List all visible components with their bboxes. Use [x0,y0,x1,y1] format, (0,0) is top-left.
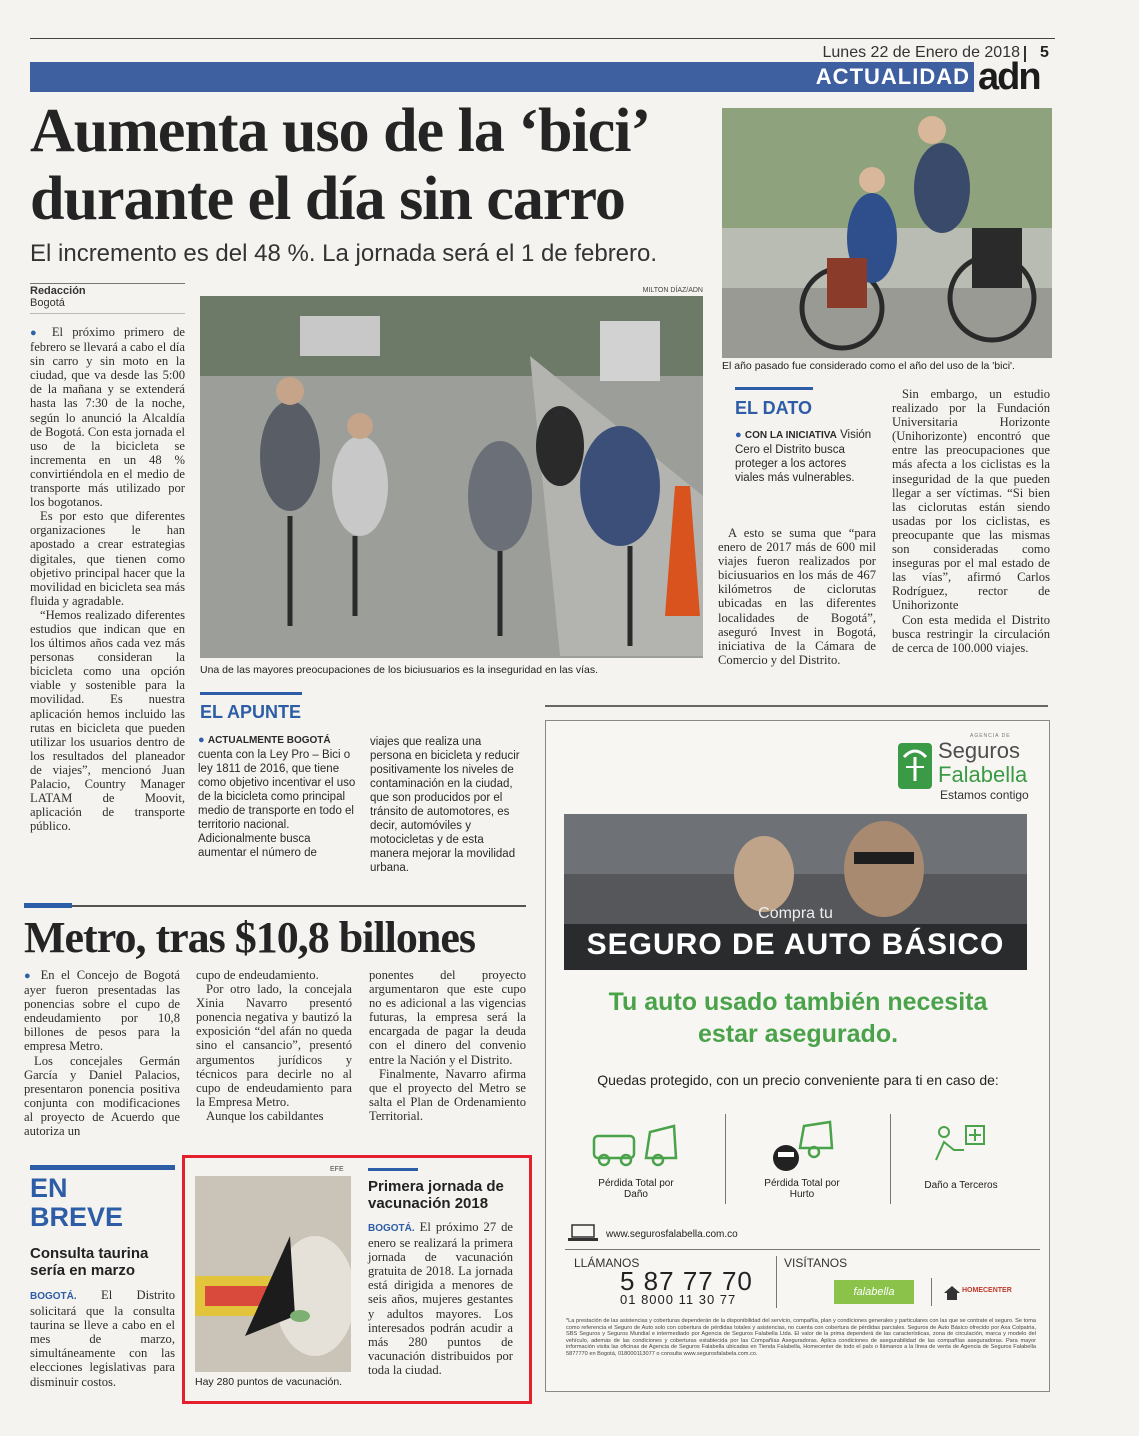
ad-banner-small: Compra tu [758,905,833,922]
byline-place: Bogotá [30,297,65,309]
bullet-icon: ● [30,327,43,339]
vaccine-rule [368,1168,418,1171]
apunte-rule [200,692,302,695]
homecenter-store-logo: HOMECENTER [962,1287,1012,1294]
cyclists-side-photo-art [722,108,1052,358]
breve-label-2: BREVE [30,1202,124,1232]
breve-kicker: BOGOTÁ. [30,1291,77,1302]
ad-banner-big: SEGURO DE AUTO BÁSICO [586,928,1005,961]
header-date: Lunes 22 de Enero de 2018 [822,44,1020,61]
ad-headline-1: Tu auto usado también necesita [608,988,988,1016]
byline-rule [30,283,185,284]
ad-top-rule [545,705,1048,707]
falabella-logo-icon [898,743,932,789]
ad-phone[interactable]: 5 87 77 70 [620,1266,753,1296]
feature-third-party-icon [930,1120,990,1174]
metro-column-2: cupo de endeudamiento. Por otro lado, la concejala Xinia Navarro presentó ponencia negativa y bautizó la exposición “del afán no queda sino el cansancio”, presentó argumentos jurídicos y técnicos para decirle no al cupo de endeudamiento para la Empresa Metro. Aunque los cabildantes [196,968,352,1123]
feature-label-3: Daño a Terceros [924,1180,998,1191]
cyclists-side-photo [722,108,1052,358]
metro-bullet-icon: ● [24,970,35,982]
breve-rule [30,1165,175,1170]
ad-headline-2: estar asegurado. [697,1020,899,1048]
ad-phone-2[interactable]: 01 8000 11 30 77 [620,1292,737,1307]
adn-logo: adn [978,56,1040,98]
top-rule [30,38,1055,39]
byline-rule-2 [30,313,185,314]
dato-kicker: CON LA INICIATIVA [744,430,837,441]
subheadline: El incremento es del 48 %. La jornada será el 1 de febrero. [30,240,658,267]
lead-column-3: A esto se suma que “para enero de 2017 más de 600 mil viajes fueron realizados por biciusuarios en los más de 467 kilómetros de ciclorutas ubicadas en las diferentes localidades de Bogotá”, aseguró Invest in Bogotá, iniciativa de la Cámara de Comercio y del Distrito. [718,526,876,667]
vaccine-photo-art [195,1176,351,1372]
store-divider [931,1278,932,1306]
feature-divider-2 [890,1114,891,1204]
ad-fine-print: *La prestación de las asistencias y coberturas dependerán de la disponibilidad del servicio, compañía, plan y condiciones generales y particulares con las que se contrate el seguro. Se toma como referencia el Seguro de Auto solo con cobertura de pérdidas totales y asistencias, no cuenta con cobertura de pérdidas parciales. Seguros de Auto Básico ofrecido por Axa Colpatria, SBS Seguros y Seguros Mundial e intermediado por Agencia de Seguros Falabella Ltda. El valor de la prima dependerá de las características, zona de circulación, marca y modelo del vehículo, además de las condiciones y coberturas establecida por las Compañías Aseguradoras. Aplica condiciones de asegurabilidad de las compañías aseguradoras. Para mayor información visita las oficinas de Agencia de Seguros Falabella ubicadas en Tienda Falabella, Homecenter de todo el país o llámanos a la línea de venta de Agencia de Seguros Falabella 5877770 en Bogotá, 018000113077 o consulta www.segurosfalabela.com.co. [566,1318,1036,1357]
contact-divider [776,1256,777,1308]
page-number: 5 [1040,44,1049,61]
dato-title: EL DATO [735,398,813,418]
metro-rule-accent [24,903,72,908]
apunte-bullet-icon: ● [198,734,205,746]
ad-website[interactable]: www.segurosfalabella.com.co [606,1229,738,1240]
feature-label-2: Pérdida Total por Hurto [764,1178,840,1200]
metro-rule [24,905,526,907]
headline-line-2: durante el día sin carro [30,165,625,233]
apunte-column-1 [198,733,356,860]
ad-sub: Quedas protegido, con un precio conveniente para ti en caso de: [597,1072,999,1088]
ad-tagline: Estamos contigo [940,788,1029,802]
feature-theft-icon [770,1118,840,1174]
apunte-text-1: cuenta con la Ley Pro – Bici o ley 1811 de 2016, que tiene como objetivo incentivar el uso de la bicicleta como principal medio de transporte en todo el territorio nacional. Adicionalmente busca aumentar el número de [198,749,356,859]
metro-column-3: ponentes del proyecto argumentaron que este cupo no es adicional a las vigencias futuras, la empresa será la encargada de pagar la deuda con el dinero del convenio entre la Nación y el Distrito. Finalmente, Navarro afirma que el proyecto del Metro se salta el Plan de Ordenamiento Territorial. [369,968,526,1123]
breve-item-title: Consulta taurina sería en marzo [30,1245,149,1279]
falabella-store-logo: falabella [834,1280,914,1304]
feature-damage-icon [590,1118,682,1172]
dato-text: Visión Cero el Distrito busca proteger a los actores viales más vulnerables. [735,429,872,484]
apunte-kicker: ACTUALMENTE BOGOTÁ [207,735,331,746]
apunte-column-2: viajes que realiza una persona en bicicleta y reducir positivamente los niveles de contaminación en la ciudad, que son producidos por el tránsito de automotores, es decir, automóviles y motocicletas y de esta manera mejorar la movilidad urbana. [370,736,520,874]
vaccine-text: BOGOTÁ. El próximo 27 de enero se realizará la primera jornada de vacunación gratuita de 2018. La jornada está dirigida a menores de seis años, mujeres gestantes y adultos mayores. Los interesados podrán acudir a más 280 puntos de vacunación distribuidos por toda la ciudad. [368,1220,513,1377]
cyclists-main-photo-art [200,296,703,658]
metro-column-1: ● En el Concejo de Bogotá ayer fueron presentadas las ponencias sobre el cupo de endeudamiento por 10,8 billones de pesos para la empresa Metro. Los concejales Germán García y Daniel Palacios, presentaron ponencia positiva conjunta con modificaciones al proyecto de Acuerdo que autoriza un [24,968,180,1139]
vaccine-kicker: BOGOTÁ. [368,1223,415,1234]
breve-item-text: BOGOTÁ. El Distrito solicitará que la consulta taurina se lleve a cabo en el mes de marzo, simultáneamente con las elecciones legislativas para disminuir costos. [30,1288,175,1389]
breve-label-1: EN [30,1173,68,1203]
feature-label-1: Pérdida Total por Daño [598,1178,674,1200]
dato-box [735,428,875,485]
vaccine-title: Primera jornada de vacunación 2018 [368,1178,504,1212]
main-photo-credit: MILTON DÍAZ/ADN [642,287,703,294]
cyclists-main-photo [200,296,703,658]
main-photo-caption: Una de las mayores preocupaciones de los biciusuarios es la inseguridad en las vías. [200,664,599,676]
ad-brand-small: AGENCIA DE [970,733,1011,739]
lead-column-1: ● El próximo primero de febrero se llevará a cabo el día sin carro y sin moto en la ciudad, que va desde las 5:00 de la mañana y se extenderá hasta las 7:30 de la noche, según lo anunció la Alcaldía de Bogotá. Con esta jornada el uso de la bicicleta se incrementa en un 48 % convirtiéndola en el medio de transporte más utilizado por los bogotanos. Es por esto que diferentes organizaciones le han apostado a crear estrategias digitales, que tienen como objetivo principal hacer que la movilidad en bicicleta sea más fluida y agradable. “Hemos realizado diferentes estudios que indican que en los últimos años cada vez más personas consideran la bicicleta como una opción viable y sostenible para la movilidad. Es nuestra aplicación hemos incluido las rutas en bicicleta que pueden utilizar los usuarios dentro de los resultados del planeador de viajes”, mencionó Juan Palacio, Country Manager LATAM de Moovit, aplicación de transporte público. [30,325,185,834]
feature-divider-1 [725,1114,726,1204]
dato-rule [735,387,813,390]
apunte-title: EL APUNTE [200,702,302,722]
ad-brand-line2: Falabella [938,762,1028,787]
side-photo-caption: El año pasado fue considerado como el año del uso de la 'bici'. [722,360,1015,372]
headline-line-1: Aumenta uso de la ‘bici’ [30,97,651,165]
metro-headline: Metro, tras $10,8 billones [24,913,476,962]
lead-column-4: Sin embargo, un estudio realizado por la Fundación Universitaria Horizonte (Unihorizonte) encontró que entre las preocupaciones que más afecta a los ciclistas es la inseguridad de la que pueden llegar a ser víctimas. “Si bien las ciclorutas están siendo usadas por los ciclistas, es preocupante que las mismas son consideradas como inseguras por el mal estado de las vías”, afirmó Carlos Rodríguez, rector de Unihorizonte Con esta medida el Distrito busca restringir la circulación de cerca de 100.000 viajes. [892,387,1050,655]
call-label: LLÁMANOS [574,1256,640,1270]
laptop-icon [568,1224,598,1242]
vaccine-photo [195,1176,351,1372]
ad-brand-line1: Seguros [938,738,1020,763]
dato-bullet-icon: ● [735,429,742,441]
homecenter-icon [944,1285,960,1299]
byline-name: Redacción [30,285,86,297]
vaccine-photo-caption: Hay 280 puntos de vacunación. [195,1376,343,1388]
section-label: ACTUALIDAD [815,64,970,89]
vaccine-photo-credit: EFE [330,1166,344,1173]
visit-label: VISÍTANOS [784,1256,848,1270]
ad-contact-rule [565,1249,1040,1250]
